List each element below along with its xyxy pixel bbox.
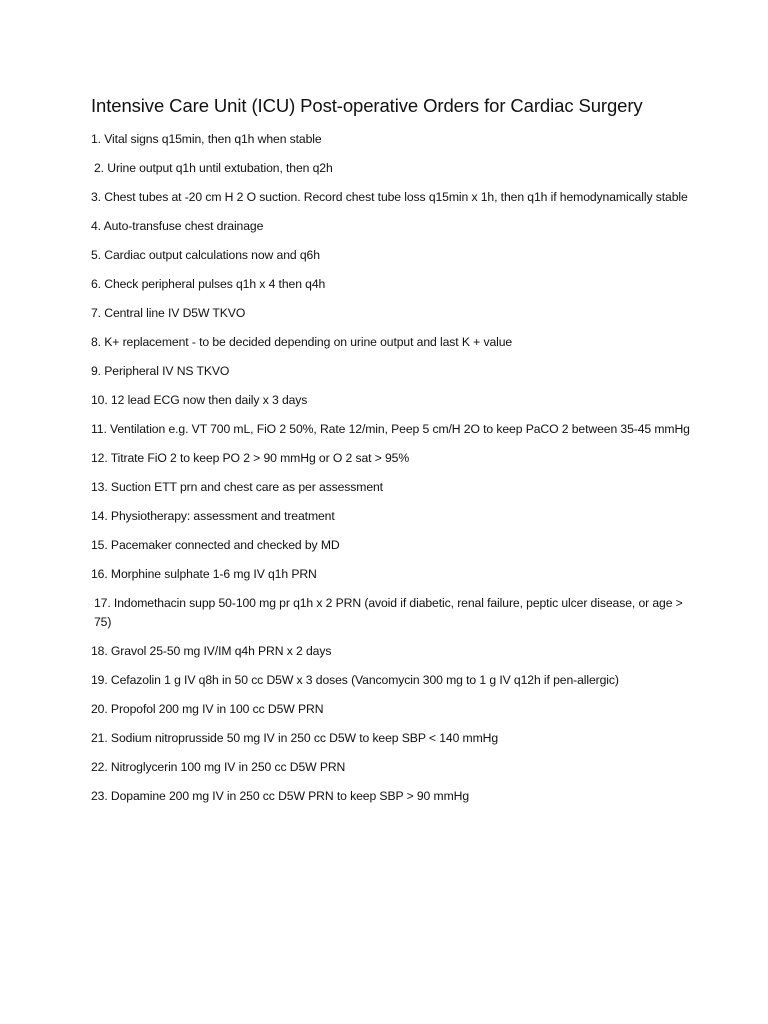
order-item-14: 14. Physiotherapy: assessment and treatment <box>91 509 335 523</box>
document-title: Intensive Care Unit (ICU) Post-operative Orders for Cardiac Surgery <box>91 95 643 116</box>
order-item-4: 4. Auto-transfuse chest drainage <box>91 219 264 233</box>
order-item-16: 16. Morphine sulphate 1-6 mg IV q1h PRN <box>91 567 317 581</box>
order-item-13: 13. Suction ETT prn and chest care as per assessment <box>91 480 383 494</box>
order-item-22: 22. Nitroglycerin 100 mg IV in 250 cc D5W PRN <box>91 760 346 774</box>
order-item-7: 7. Central line IV D5W TKVO <box>91 306 246 320</box>
order-item-21: 21. Sodium nitroprusside 50 mg IV in 250 cc D5W to keep SBP < 140 mmHg <box>91 731 499 745</box>
order-item-12: 12. Titrate FiO 2 to keep PO 2 > 90 mmHg or O 2 sat > 95% <box>91 451 410 465</box>
order-item-11: 11. Ventilation e.g. VT 700 mL, FiO 2 50%, Rate 12/min, Peep 5 cm/H 2O to keep PaCO 2 between 35-45 mmHg <box>91 422 690 436</box>
order-item-3: 3. Chest tubes at -20 cm H 2 O suction. Record chest tube loss q15min x 1h, then q1h if hemodynamically stable <box>91 190 688 204</box>
order-item-2: 2. Urine output q1h until extubation, then q2h <box>94 161 333 175</box>
order-item-18: 18. Gravol 25-50 mg IV/IM q4h PRN x 2 days <box>91 644 332 658</box>
order-item-20: 20. Propofol 200 mg IV in 100 cc D5W PRN <box>91 702 324 716</box>
order-item-9: 9. Peripheral IV NS TKVO <box>91 364 230 378</box>
order-item-6: 6. Check peripheral pulses q1h x 4 then q4h <box>91 277 326 291</box>
order-item-5: 5. Cardiac output calculations now and q6h <box>91 248 320 262</box>
order-item-8: 8. K+ replacement - to be decided depending on urine output and last K + value <box>91 335 513 349</box>
order-item-10: 10. 12 lead ECG now then daily x 3 days <box>91 393 308 407</box>
order-item-15: 15. Pacemaker connected and checked by MD <box>91 538 340 552</box>
order-item-1: 1. Vital signs q15min, then q1h when stable <box>91 132 322 146</box>
orders-list <box>91 130 691 816</box>
order-item-17: 17. Indomethacin supp 50-100 mg pr q1h x 2 PRN (avoid if diabetic, renal failure, peptic ulcer disease, or age > 75) <box>94 596 683 629</box>
order-item-19: 19. Cefazolin 1 g IV q8h in 50 cc D5W x 3 doses (Vancomycin 300 mg to 1 g IV q12h if pen-allergic) <box>91 673 619 687</box>
order-item-23: 23. Dopamine 200 mg IV in 250 cc D5W PRN to keep SBP > 90 mmHg <box>91 789 470 803</box>
